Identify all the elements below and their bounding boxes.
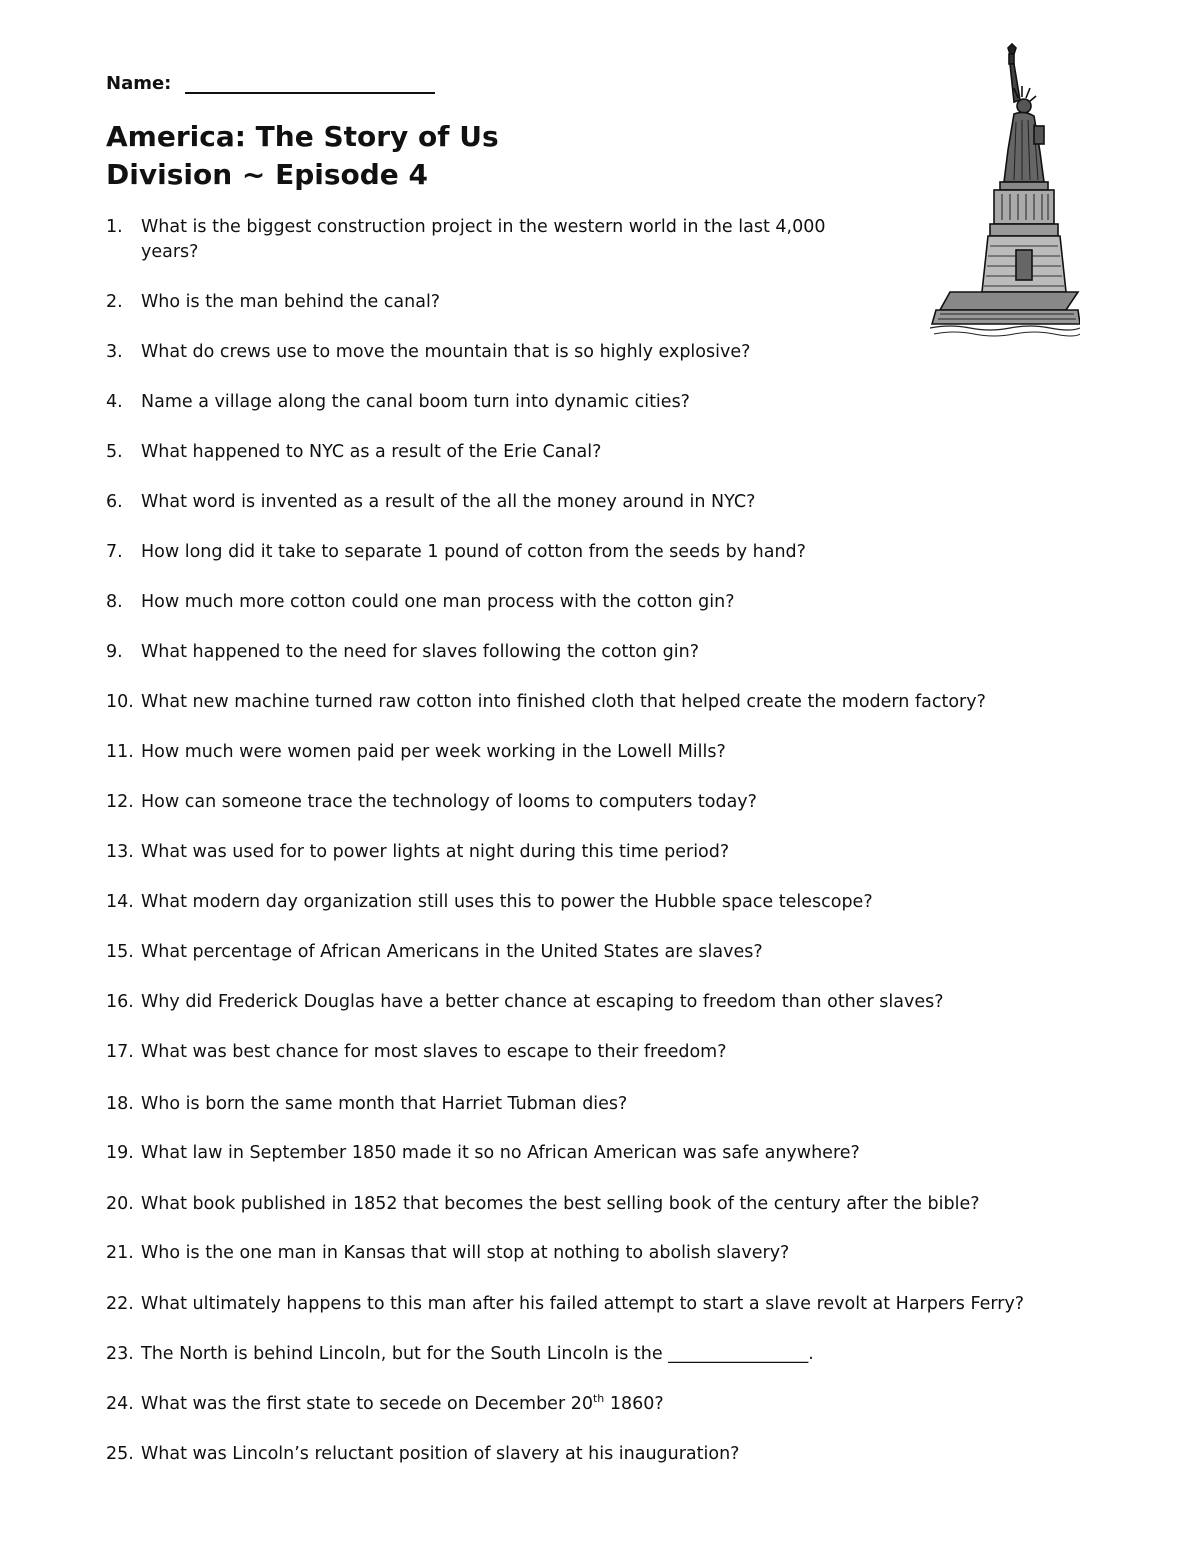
- question-item: [106, 1040, 1146, 1065]
- question-number: 6.: [106, 492, 123, 512]
- question-item: [106, 490, 1146, 515]
- question-text: What law in September 1850 made it so no African American was safe anywhere?: [141, 1143, 860, 1163]
- question-item: [106, 640, 1146, 665]
- question-text: What ultimately happens to this man after his failed attempt to start a slave revolt at Harpers Ferry?: [141, 1294, 1025, 1314]
- question-item: [106, 1292, 1146, 1317]
- question-text: How much were women paid per week working in the Lowell Mills?: [141, 742, 726, 762]
- question-item: [106, 1092, 1146, 1117]
- title-line-2: Division ~ Episode 4: [106, 158, 429, 191]
- question-text: What do crews use to move the mountain that is so highly explosive?: [141, 342, 751, 362]
- question-item: [106, 390, 1146, 415]
- question-item: [106, 1241, 1146, 1266]
- question-item: [106, 890, 1146, 915]
- question-item: [106, 1392, 1146, 1417]
- question-number: 20.: [106, 1194, 134, 1214]
- question-number: 21.: [106, 1243, 134, 1263]
- question-text: What was best chance for most slaves to escape to their freedom?: [141, 1042, 727, 1062]
- question-text: [141, 1392, 1146, 1417]
- question-item: [106, 340, 1146, 365]
- question-number: 16.: [106, 992, 134, 1012]
- question-number: 1.: [106, 217, 123, 237]
- question-number: 25.: [106, 1444, 134, 1464]
- question-text: Who is born the same month that Harriet Tubman dies?: [141, 1094, 628, 1114]
- question-item: [106, 540, 1146, 565]
- question-item: [106, 840, 1146, 865]
- question-item: [106, 790, 1146, 815]
- question-number: 2.: [106, 292, 123, 312]
- question-item: [106, 690, 1146, 715]
- question-item: [106, 215, 1146, 265]
- question-text: How can someone trace the technology of looms to computers today?: [141, 792, 757, 812]
- question-item: [106, 1141, 1146, 1166]
- question-text: What happened to the need for slaves following the cotton gin?: [141, 642, 699, 662]
- name-field-row: [106, 70, 435, 94]
- question-text: What new machine turned raw cotton into finished cloth that helped create the modern factory?: [141, 692, 986, 712]
- question-number: 10.: [106, 692, 134, 712]
- question-number: 18.: [106, 1094, 134, 1114]
- question-text: What was used for to power lights at night during this time period?: [141, 842, 730, 862]
- question-text: What word is invented as a result of the all the money around in NYC?: [141, 492, 756, 512]
- worksheet-title: [106, 118, 499, 194]
- question-item: [106, 440, 1146, 465]
- question-number: 15.: [106, 942, 134, 962]
- question-text: How long did it take to separate 1 pound of cotton from the seeds by hand?: [141, 542, 806, 562]
- question-number: 4.: [106, 392, 123, 412]
- question-number: 24.: [106, 1394, 134, 1414]
- question-text: What book published in 1852 that becomes the best selling book of the century after the bible?: [141, 1194, 980, 1214]
- question-item: [106, 990, 1146, 1015]
- name-blank-line[interactable]: [185, 70, 435, 94]
- question-number: 14.: [106, 892, 134, 912]
- question-number: 7.: [106, 542, 123, 562]
- question-number: 19.: [106, 1143, 134, 1163]
- question-item: [106, 740, 1146, 765]
- question-item: [106, 290, 1146, 315]
- question-text: What is the biggest construction project in the western world in the last 4,000 years?: [141, 217, 826, 262]
- question-number: 17.: [106, 1042, 134, 1062]
- ordinal-superscript: th: [592, 1392, 605, 1406]
- question-number: 22.: [106, 1294, 134, 1314]
- question-text: What happened to NYC as a result of the Erie Canal?: [141, 442, 602, 462]
- question-number: 5.: [106, 442, 123, 462]
- question-item: [106, 940, 1146, 965]
- question-number: 13.: [106, 842, 134, 862]
- question-text: What modern day organization still uses this to power the Hubble space telescope?: [141, 892, 873, 912]
- question-text: The North is behind Lincoln, but for the South Lincoln is the ________________.: [141, 1344, 814, 1364]
- question-item: [106, 1342, 1146, 1367]
- question-text: Who is the one man in Kansas that will stop at nothing to abolish slavery?: [141, 1243, 790, 1263]
- question-text-part: What was the first state to secede on December 20: [141, 1394, 593, 1414]
- question-text: What was Lincoln’s reluctant position of slavery at his inauguration?: [141, 1444, 740, 1464]
- question-item: [106, 1442, 1146, 1467]
- question-text: Who is the man behind the canal?: [141, 292, 441, 312]
- question-number: 23.: [106, 1344, 134, 1364]
- question-text-part: 1860?: [604, 1394, 664, 1414]
- question-text: How much more cotton could one man process with the cotton gin?: [141, 592, 735, 612]
- question-number: 11.: [106, 742, 134, 762]
- question-item: [106, 590, 1146, 615]
- question-number: 12.: [106, 792, 134, 812]
- question-item: [106, 1192, 1146, 1217]
- question-text: What percentage of African Americans in the United States are slaves?: [141, 942, 763, 962]
- question-number: 8.: [106, 592, 123, 612]
- question-text: Name a village along the canal boom turn into dynamic cities?: [141, 392, 690, 412]
- question-text: Why did Frederick Douglas have a better chance at escaping to freedom than other slaves?: [141, 992, 944, 1012]
- question-number: 9.: [106, 642, 123, 662]
- title-line-1: America: The Story of Us: [106, 120, 499, 153]
- name-label: Name:: [106, 73, 172, 94]
- question-number: 3.: [106, 342, 123, 362]
